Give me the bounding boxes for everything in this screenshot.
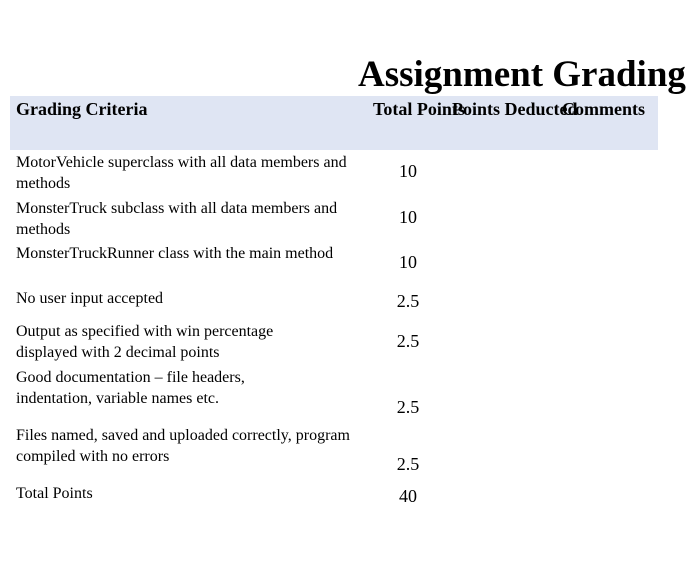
criteria-cell: Good documentation – file headers, indentation, variable names etc. — [16, 369, 245, 407]
header-points-deducted: Points Deducted — [452, 99, 578, 119]
criteria-cell: Files named, saved and uploaded correctly, program compiled with no errors — [16, 427, 350, 465]
criteria-cell: MonsterTruckRunner class with the main method — [16, 245, 334, 262]
points-cell: 2.5 — [396, 397, 420, 417]
points-cell: 2.5 — [396, 291, 420, 311]
page-title: Assignment Grading — [358, 54, 686, 95]
points-cell: 2.5 — [396, 454, 420, 474]
points-cell: 10 — [399, 252, 417, 272]
criteria-cell: No user input accepted — [16, 290, 164, 307]
criteria-cell: Output as specified with win percentage displayed with 2 decimal points — [16, 323, 274, 361]
total-points-label: Total Points — [16, 485, 93, 502]
criteria-cell: MonsterTruck subclass with all data members and methods — [16, 200, 338, 238]
header-total-points: Total Points — [373, 99, 465, 119]
total-points-value: 40 — [399, 486, 417, 506]
header-grading-criteria: Grading Criteria — [16, 99, 148, 119]
points-cell: 10 — [399, 207, 417, 227]
points-cell: 10 — [399, 161, 417, 181]
criteria-cell: MotorVehicle superclass with all data members and methods — [16, 154, 347, 192]
header-comments: Comments — [562, 99, 645, 119]
points-cell: 2.5 — [396, 331, 420, 351]
